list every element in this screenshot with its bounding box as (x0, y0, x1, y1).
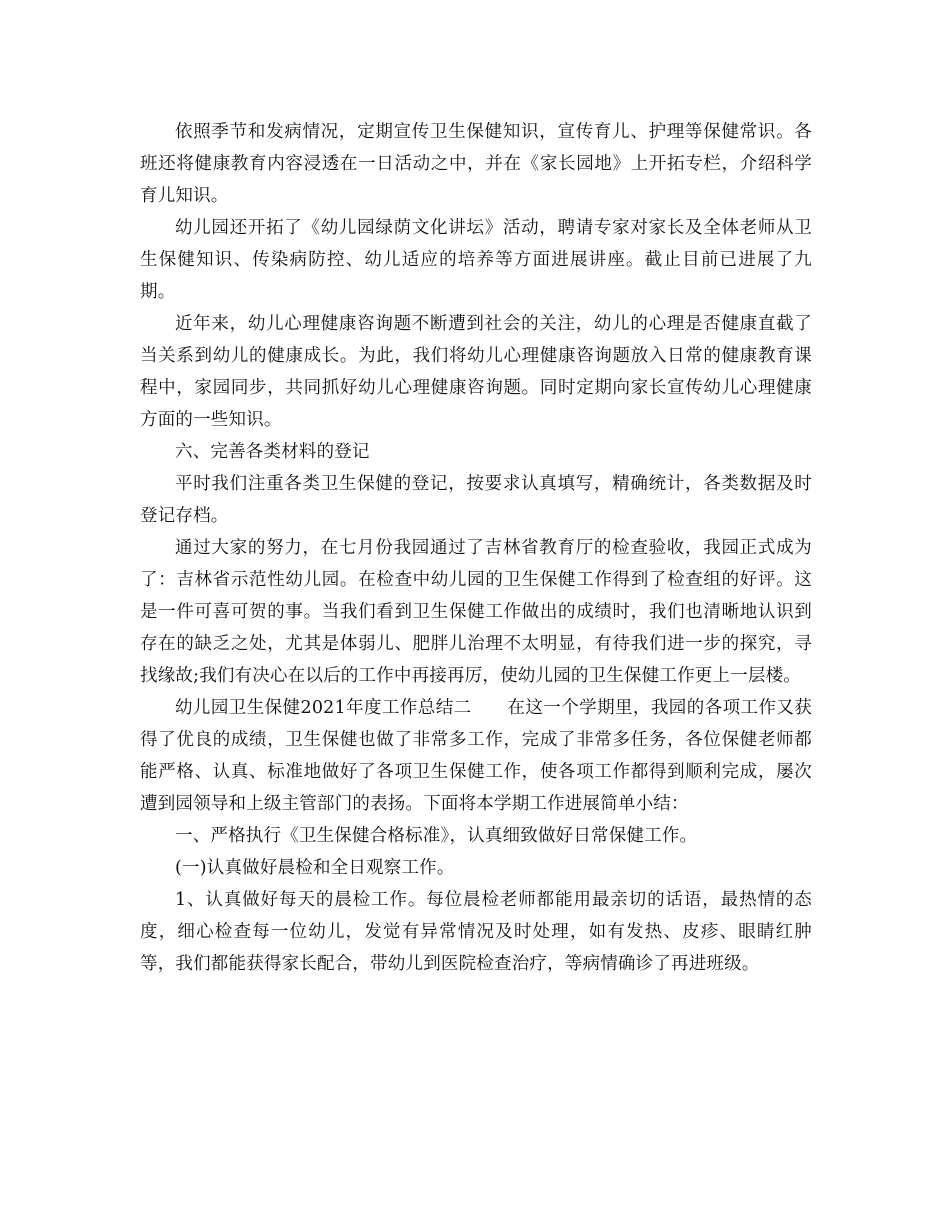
section-heading-records: 六、完善各类材料的登记 (175, 442, 370, 462)
paragraph-inspection-result: 通过大家的努力，在七月份我园通过了吉林省教育厅的检查验收，我园正式成为了：吉林省示范性幼儿园。在检查中幼儿园的卫生保健工作得到了检查组的好评。这是一件可喜可贺的事。当我们看到卫生保健工作做出的成绩时，我们也清晰地认识到存在的缺乏之处，尤其是体弱儿、肥胖儿治理不太明显，有待我们进一步的探究，寻找缘故;我们有决心在以后的工作中再接再厉，使幼儿园的卫生保健工作更上一层楼。 (140, 538, 812, 686)
paragraph-records: 平时我们注重各类卫生保健的登记，按要求认真填写，精确统计，各类数据及时登记存档。 (140, 474, 812, 526)
subsection-heading-morning-check: (一)认真做好晨检和全日观察工作。 (175, 858, 455, 878)
paragraph-health-promotion: 依照季节和发病情况，定期宣传卫生保健知识，宣传育儿、护理等保健常识。各班还将健康教育内容浸透在一日活动之中，并在《家长园地》上开拓专栏，介绍科学育儿知识。 (140, 122, 812, 206)
paragraph-summary-two-intro: 幼儿园卫生保健2021年度工作总结二 在这一个学期里，我园的各项工作又获得了优良的成绩，卫生保健也做了非常多工作，完成了非常多任务，各位保健老师都能严格、认真、标准地做好了各项卫生保健工作，使各项工作都得到顺利完成，屡次遭到园领导和上级主管部门的表扬。下面将本学期工作进展简单小结： (140, 698, 812, 814)
paragraph-morning-check: 1、认真做好每天的晨检工作。每位晨检老师都能用最亲切的话语，最热情的态度，细心检查每一位幼儿，发觉有异常情况及时处理，如有发热、皮疹、眼睛红肿等，我们都能获得家长配合，带幼儿到医院检查治疗，等病情确诊了再进班级。 (140, 890, 812, 974)
paragraph-mental-health: 近年来，幼儿心理健康咨询题不断遭到社会的关注，幼儿的心理是否健康直截了当关系到幼儿的健康成长。为此，我们将幼儿心理健康咨询题放入日常的健康教育课程中，家园同步，共同抓好幼儿心理健康咨询题。同时定期向家长宣传幼儿心理健康方面的一些知识。 (140, 314, 812, 430)
paragraph-lecture-forum: 幼儿园还开拓了《幼儿园绿荫文化讲坛》活动，聘请专家对家长及全体老师从卫生保健知识、传染病防控、幼儿适应的培养等方面进展讲座。截止目前已进展了九期。 (140, 218, 812, 302)
document-body (140, 116, 812, 980)
section-heading-standards: 一、严格执行《卫生保健合格标准》，认真细致做好日常保健工作。 (175, 826, 698, 846)
